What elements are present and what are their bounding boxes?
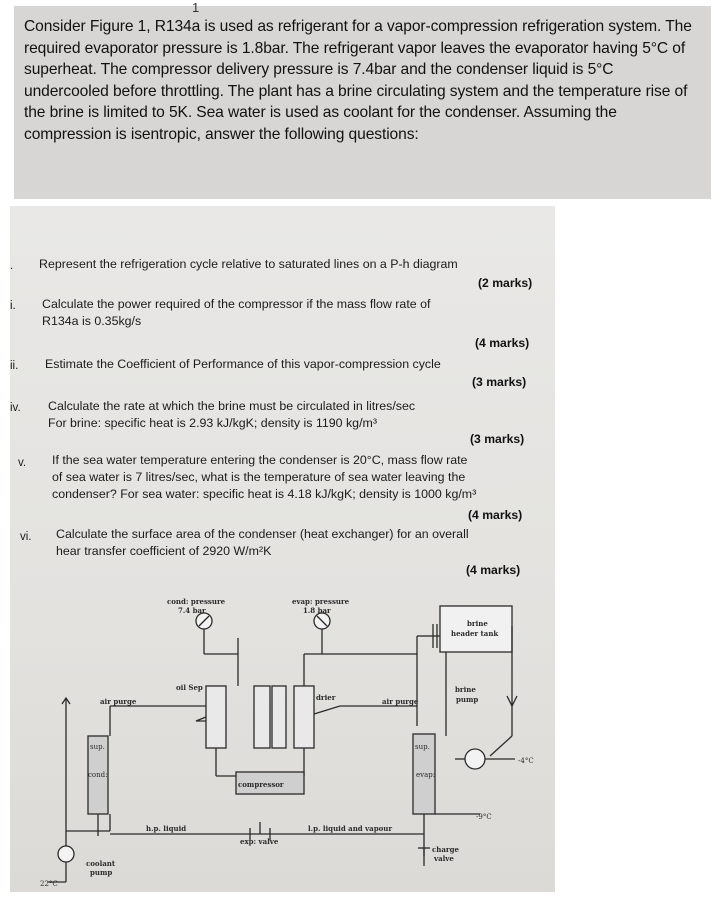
- cond-pressure-label: cond: pressure: [167, 597, 226, 606]
- question-4-line1: Calculate the rate at which the brine must be circulated in litres/sec: [48, 399, 416, 413]
- question-5-line3: condenser? For sea water: specific heat is 4.18 kJ/kgK; density is 1000 kg/m³: [52, 487, 477, 501]
- question-5-marks: (4 marks): [468, 508, 523, 522]
- hp-liquid-label: h.p. liquid: [146, 824, 187, 833]
- question-3-marks: (3 marks): [472, 375, 527, 389]
- question-6-line2: hear transfer coefficient of 2920 W/m²K: [56, 544, 272, 558]
- intro-text: Consider Figure 1, R134a is used as refrigerant for a vapor-compression refrigeration system. The required evaporator pressure is 1.8bar. The refrigerant vapor leaves the evaporator having 5°C of superheat. The compressor delivery pressure is 7.4bar and the condenser liquid is 5°C undercooled before throttling. The plant has a brine circulating system and the temperature rise of the brine is limited to 5K. Sea water is used as coolant for the condenser. Assuming the compression is isentropic, answer the following questions:: [24, 18, 692, 143]
- compressor-label: compressor: [238, 780, 284, 789]
- lp-liquid-label: l.p. liquid and vapour: [308, 824, 393, 833]
- sup-left-label: sup.: [90, 743, 105, 751]
- figure-mark: 1: [192, 0, 200, 15]
- cond-label: cond:: [88, 771, 108, 779]
- charge-valve-label-2: valve: [434, 854, 454, 863]
- coolant-pump-label-1: coolant: [86, 859, 116, 868]
- brine-pump-label-2: pump: [456, 695, 479, 704]
- problem-statement-card: [14, 0, 711, 199]
- question-6-marks: (4 marks): [466, 563, 521, 577]
- sea-temp-label: 22°C: [40, 880, 58, 888]
- brine-out-temp-label: -4°C: [518, 757, 534, 765]
- question-3-text: Estimate the Coefficient of Performance of this vapor-compression cycle: [45, 357, 441, 371]
- question-5-line1: If the sea water temperature entering the condenser is 20°C, mass flow rate: [52, 453, 468, 467]
- brine-tank-label-1: brine: [467, 619, 488, 628]
- exp-valve-label: exp: valve: [240, 837, 279, 846]
- question-2-line2: R134a is 0.35kg/s: [42, 314, 142, 328]
- question-1-text: Represent the refrigeration cycle relative to saturated lines on a P-h diagram: [39, 257, 458, 271]
- brine-in-temp-label: -9°C: [476, 813, 492, 821]
- question-2-line1: Calculate the power required of the compressor if the mass flow rate of: [42, 297, 431, 311]
- air-purge-left-label: air purge: [100, 697, 137, 706]
- refrigeration-plant-diagram: [10, 586, 555, 892]
- question-5-line2: of sea water is 7 litres/sec, what is the temperature of sea water leaving the: [52, 470, 466, 484]
- brine-tank-label-2: header tank: [451, 629, 499, 638]
- charge-valve-label-1: charge: [432, 845, 459, 854]
- drier-label: drier: [316, 693, 336, 702]
- air-purge-right-label: air purge: [382, 697, 419, 706]
- coolant-pump-label-2: pump: [90, 868, 113, 877]
- evap-label: evap:: [416, 771, 436, 779]
- evap-pressure-value: 1.8 bar: [303, 606, 331, 615]
- cond-pressure-value: 7.4 bar: [178, 606, 206, 615]
- oil-sep-label: oil Sep: [176, 683, 203, 692]
- sup-right-label: sup.: [415, 743, 430, 751]
- question-sheet-photo: . Represent the refrigeration cycle relative to saturated lines on a P-h diagram (2 marks) i. Calculate the power required of the compressor if the mass flow rate of R134a is 0.35kg/s (4 marks) ii. Estimate the Coefficient of Performance of this vapor-compression cycle (3 marks) iv. Calculate the rate at which the brine must be circulated in litres/sec For brine: specific heat is 2.93 kJ/kgK; density is 1190 kg/m³ (3 marks) v. If the sea water temperature entering the condenser is 20°C, mass flow rate of sea water is 7 litres/sec, what is the temperature of sea water leaving the condenser? For sea water: specific heat is 4.18 kJ/kgK; density is 1000 kg/m³ (4 marks) vi. Calculate the surface area of the condenser (heat exchanger) for an overall hear transfer coefficient of 2920 W/m²K (4 marks) cond: pressure 7.4 bar evap: pressure 1.8 bar brine header tank oil Sep drier air purge air purge brine pump sup. sup. cond: evap: compressor h.p. liquid l.p. liquid and vapour exp: valve charge valve coolant pump 22°C -4°C -9°C: [10, 206, 555, 892]
- question-6-line1: Calculate the surface area of the condenser (heat exchanger) for an overall: [56, 527, 469, 541]
- brine-pump-label-1: brine: [455, 685, 476, 694]
- question-2-marks: (4 marks): [475, 336, 530, 350]
- question-4-line2: For brine: specific heat is 2.93 kJ/kgK; density is 1190 kg/m³: [48, 416, 377, 430]
- evap-pressure-label: evap: pressure: [292, 597, 350, 606]
- question-4-marks: (3 marks): [470, 432, 525, 446]
- question-1-marks: (2 marks): [478, 276, 533, 290]
